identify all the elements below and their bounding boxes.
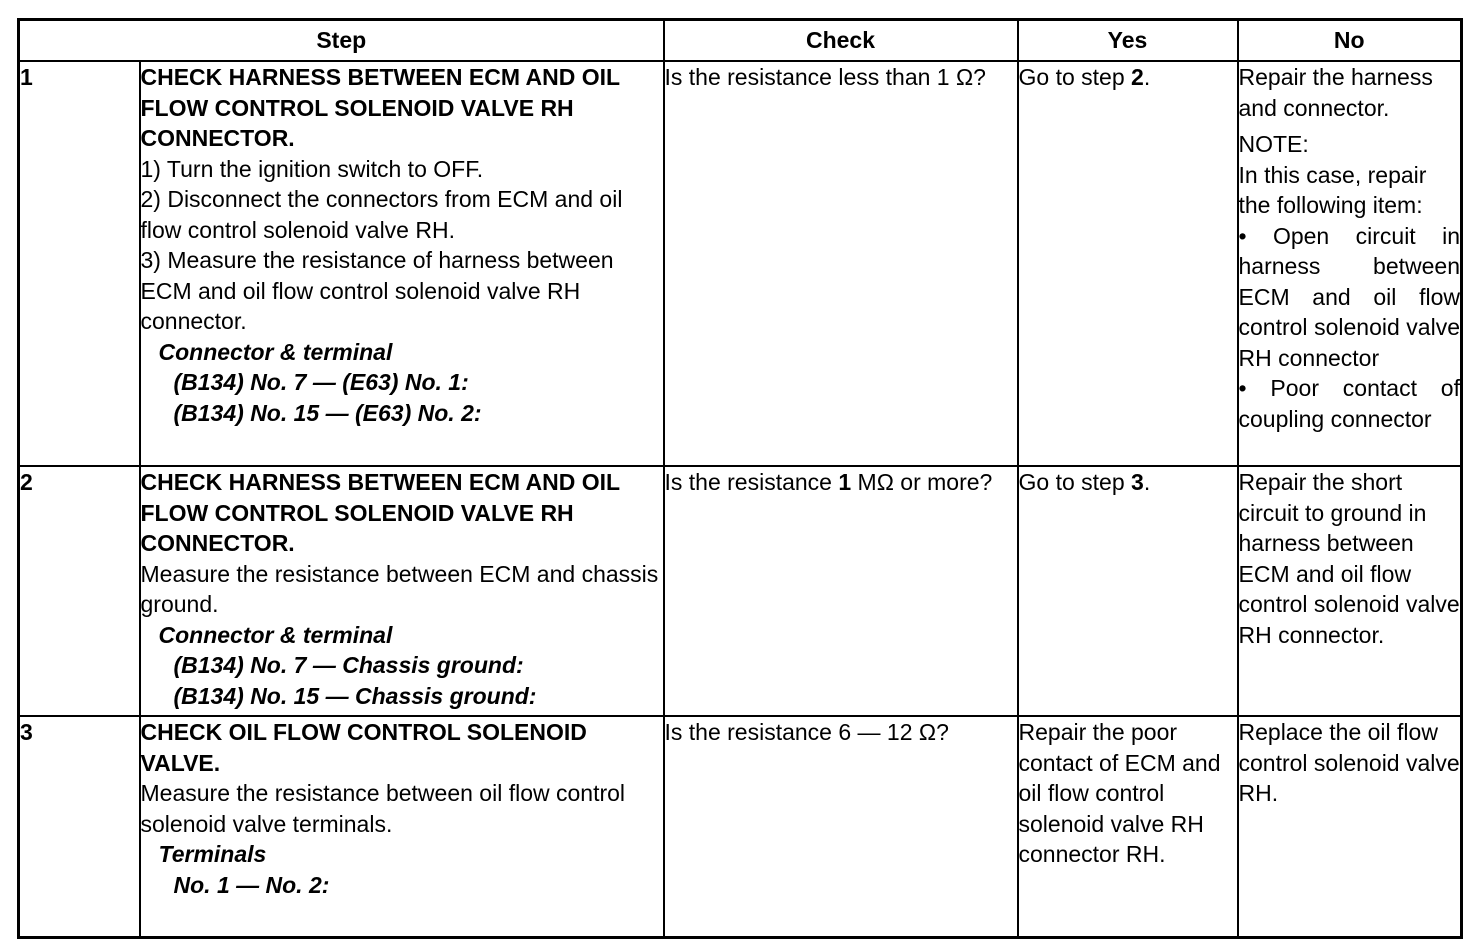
connector-terminal-label: Connector & terminal bbox=[158, 621, 393, 648]
yes-cell: Repair the poor contact of ECM and oil flow control solenoid valve RH connector RH. bbox=[1018, 716, 1238, 938]
yes-prefix: Go to step bbox=[1018, 469, 1132, 495]
note-item: • Poor contact of coupling connector bbox=[1238, 375, 1460, 432]
note-item: • Open circuit in harness between ECM and oil flow control solenoid valve RH connector bbox=[1238, 222, 1460, 371]
step-title: CHECK HARNESS BETWEEN ECM AND OIL FLOW CONTROL SOLENOID VALVE RH CONNECTOR. bbox=[140, 64, 620, 151]
step-instruction: 3) Measure the resistance of harness between ECM and oil flow control solenoid valve RH connector. bbox=[140, 247, 614, 334]
step-instruction: 1) Turn the ignition switch to OFF. bbox=[140, 155, 484, 182]
table-row bbox=[19, 61, 1462, 466]
connector-terminal-value: (B134) No. 15 — Chassis ground: bbox=[173, 682, 537, 709]
table-row bbox=[19, 716, 1462, 938]
header-check: Check bbox=[664, 20, 1018, 62]
check-cell: Is the resistance less than 1 Ω? bbox=[664, 61, 1018, 466]
connector-terminal-label: Connector & terminal bbox=[158, 338, 393, 365]
header-yes: Yes bbox=[1018, 20, 1238, 62]
terminals-label: Terminals bbox=[158, 841, 267, 867]
step-instruction: 2) Disconnect the connectors from ECM and oil flow control solenoid valve RH. bbox=[140, 186, 623, 243]
step-number: 1 bbox=[19, 61, 140, 466]
terminals-value: No. 1 — No. 2: bbox=[173, 871, 330, 898]
step-instruction: Measure the resistance between ECM and chassis ground. bbox=[140, 560, 659, 617]
check-suffix: MΩ or more? bbox=[851, 469, 993, 495]
diagnostic-table bbox=[17, 18, 1463, 939]
step-cell bbox=[140, 716, 664, 938]
note-intro: In this case, repair the following item: bbox=[1238, 161, 1427, 218]
connector-terminal-value: (B134) No. 7 — (E63) No. 1: bbox=[173, 369, 469, 395]
step-title: CHECK OIL FLOW CONTROL SOLENOID VALVE. bbox=[140, 719, 587, 776]
yes-prefix: Go to step bbox=[1018, 64, 1132, 90]
header-row bbox=[19, 20, 1462, 62]
table-row bbox=[19, 466, 1462, 716]
connector-terminal-value: (B134) No. 7 — Chassis ground: bbox=[173, 652, 524, 678]
note-label: NOTE: bbox=[1238, 131, 1309, 157]
no-cell: Repair the short circuit to ground in harness between ECM and oil flow control solenoid valve RH connector. bbox=[1238, 466, 1462, 716]
no-cell bbox=[1238, 61, 1462, 466]
step-cell bbox=[140, 466, 664, 716]
yes-step-number: 2 bbox=[1131, 64, 1144, 90]
step-number: 3 bbox=[19, 716, 140, 938]
step-cell bbox=[140, 61, 664, 466]
check-value: 1 bbox=[838, 469, 852, 495]
no-action: Repair the harness and connector. bbox=[1238, 64, 1433, 121]
yes-suffix: . bbox=[1143, 469, 1151, 495]
yes-step-number: 3 bbox=[1131, 469, 1144, 495]
step-title: CHECK HARNESS BETWEEN ECM AND OIL FLOW CONTROL SOLENOID VALVE RH CONNECTOR. bbox=[140, 469, 620, 556]
yes-cell bbox=[1018, 61, 1238, 466]
check-cell bbox=[664, 466, 1018, 716]
header-no: No bbox=[1238, 20, 1462, 62]
check-prefix: Is the resistance bbox=[664, 469, 839, 495]
yes-suffix: . bbox=[1143, 64, 1151, 90]
no-cell: Replace the oil flow control solenoid valve RH. bbox=[1238, 716, 1462, 938]
header-step: Step bbox=[19, 20, 664, 62]
connector-terminal-value: (B134) No. 15 — (E63) No. 2: bbox=[173, 399, 482, 426]
step-instruction: Measure the resistance between oil flow control solenoid valve terminals. bbox=[140, 780, 626, 837]
yes-cell bbox=[1018, 466, 1238, 716]
check-cell: Is the resistance 6 — 12 Ω? bbox=[664, 716, 1018, 938]
step-number: 2 bbox=[19, 466, 140, 716]
